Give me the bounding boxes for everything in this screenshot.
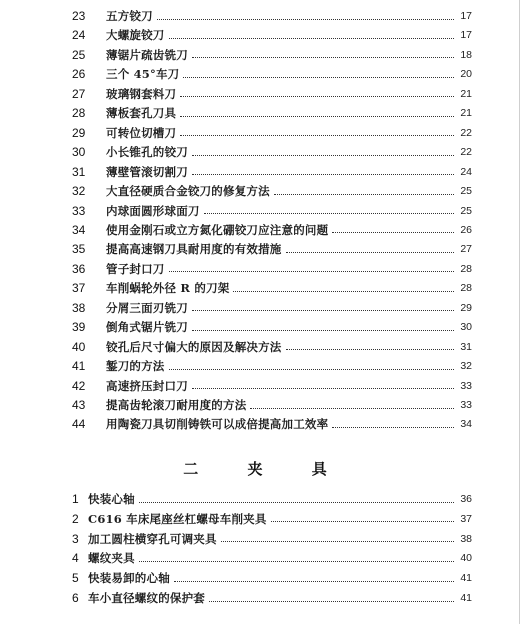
toc-entry [72, 143, 472, 161]
entry-page-number: 27 [460, 243, 472, 256]
entry-number: 42 [72, 378, 86, 393]
dot-leader [180, 96, 454, 97]
entry-number: 30 [72, 145, 86, 160]
entry-title: 使用金刚石或立方氮化硼铰刀应注意的问题 [106, 222, 329, 237]
entry-page-number: 40 [460, 552, 472, 565]
dot-leader [180, 116, 454, 117]
entry-number: 41 [72, 359, 86, 374]
entry-page-number: 21 [460, 87, 472, 100]
dot-leader [271, 521, 454, 522]
toc-entry [72, 85, 472, 103]
entry-title: 车小直径螺纹的保护套 [88, 591, 205, 605]
toc-entry [72, 530, 472, 548]
entry-number: 26 [72, 67, 86, 82]
entry-number: 25 [72, 47, 86, 62]
entry-title: 快装心轴 [88, 492, 135, 506]
entry-title: 五方铰刀 [106, 9, 153, 23]
entry-page-number: 32 [460, 360, 472, 373]
toc-entry [72, 490, 472, 508]
entry-number: 29 [72, 125, 86, 140]
dot-leader [192, 310, 454, 311]
entry-number: 44 [72, 417, 86, 432]
entry-title: 三个 45°车刀 [106, 67, 180, 82]
toc-entry [72, 65, 472, 83]
entry-title: 提高高速钢刀具耐用度的有效措施 [106, 242, 282, 257]
entry-page-number: 17 [460, 29, 472, 42]
dot-leader [139, 561, 454, 562]
toc-entry [72, 510, 472, 528]
entry-title: 可转位切槽刀 [106, 125, 177, 140]
dot-leader [221, 541, 454, 542]
entry-number: 37 [72, 281, 86, 296]
dot-leader [174, 581, 454, 582]
entry-page-number: 30 [460, 321, 472, 334]
entry-page-number: 36 [460, 493, 472, 505]
toc-entry [72, 260, 472, 278]
toc-entry [72, 221, 472, 239]
entry-title: 用陶瓷刀具切削铸铁可以成倍提高加工效率 [106, 417, 329, 432]
entry-title: 车削蜗轮外径 R 的刀架 [106, 281, 230, 296]
toc-entry [72, 318, 472, 336]
entry-number: 35 [72, 242, 86, 257]
entry-page-number: 26 [460, 223, 472, 236]
entry-page-number: 28 [460, 262, 472, 275]
dot-leader [332, 232, 454, 233]
entry-page-number: 22 [460, 126, 472, 139]
dot-leader [233, 291, 454, 292]
entry-number: 31 [72, 164, 86, 179]
entry-title: C616 车床尾座丝杠螺母车削夹具 [88, 511, 267, 526]
toc-entry [72, 240, 472, 258]
entry-number: 36 [72, 261, 86, 276]
dot-leader [192, 174, 454, 175]
entry-title: 提高齿轮滚刀耐用度的方法 [106, 398, 247, 412]
toc-entry [72, 104, 472, 122]
entry-page-number: 28 [460, 282, 472, 295]
entry-page-number: 41 [460, 572, 472, 585]
toc-entry [72, 182, 472, 200]
entry-title: 大螺旋铰刀 [106, 28, 165, 43]
entry-page-number: 18 [460, 48, 472, 61]
dot-leader [192, 330, 454, 331]
toc-entry [72, 124, 472, 142]
toc-entry [72, 589, 472, 607]
entry-page-number: 22 [460, 146, 472, 159]
entry-number: 23 [72, 9, 86, 23]
dot-leader [169, 369, 455, 370]
entry-number: 40 [72, 339, 86, 354]
entry-title: 大直径硬质合金铰刀的修复方法 [106, 184, 270, 199]
entry-title: 分屑三面刃铣刀 [106, 300, 188, 315]
dot-leader [250, 408, 454, 409]
entry-title: 内球面圆形球面刀 [106, 203, 200, 218]
dot-leader [192, 155, 454, 156]
dot-leader [192, 57, 454, 58]
entry-title: 管子封口刀 [106, 261, 165, 276]
toc-entry [72, 549, 472, 567]
entry-title: 薄锯片疏齿铣刀 [106, 47, 188, 62]
toc-entry [72, 299, 472, 317]
toc-entry [72, 415, 472, 433]
entry-page-number: 21 [460, 107, 472, 120]
entry-number: 2 [72, 511, 79, 526]
entry-page-number: 34 [460, 418, 472, 431]
dot-leader [183, 77, 454, 78]
entry-number: 3 [72, 531, 79, 546]
entry-number: 4 [72, 551, 79, 566]
toc-entry [72, 163, 472, 181]
entry-page-number: 25 [460, 185, 472, 198]
toc-entry [72, 377, 472, 395]
dot-leader [286, 349, 455, 350]
dot-leader [157, 19, 454, 20]
toc-entry [72, 279, 472, 297]
entry-number: 32 [72, 184, 86, 199]
entry-number: 5 [72, 571, 79, 586]
dot-leader [192, 388, 454, 389]
section-heading: 二 夹 具 [183, 460, 349, 478]
entry-page-number: 31 [460, 340, 472, 353]
entry-title: 加工圆柱横穿孔可调夹具 [88, 531, 217, 546]
entry-title: 玻璃钢套料刀 [106, 86, 177, 101]
entry-number: 33 [72, 203, 86, 218]
entry-number: 1 [72, 492, 79, 506]
dot-leader [209, 601, 454, 602]
entry-title: 螺纹夹具 [88, 551, 135, 566]
entry-title: 錾刀的方法 [106, 359, 165, 374]
entry-number: 28 [72, 106, 86, 121]
entry-title: 铰孔后尺寸偏大的原因及解决方法 [106, 339, 282, 354]
toc-entry [72, 7, 472, 25]
toc-entry [72, 46, 472, 64]
dot-leader [204, 213, 454, 214]
entry-title: 倒角式锯片铣刀 [106, 320, 188, 335]
toc-entry [72, 202, 472, 220]
entry-page-number: 29 [460, 301, 472, 314]
entry-number: 6 [72, 591, 79, 605]
entry-page-number: 17 [460, 10, 472, 22]
toc-entry [72, 569, 472, 587]
entry-number: 39 [72, 320, 86, 335]
dot-leader [180, 135, 454, 136]
toc-entry [72, 338, 472, 356]
dot-leader [274, 194, 454, 195]
entry-page-number: 38 [460, 532, 472, 545]
entry-title: 快装易卸的心轴 [88, 571, 170, 586]
entry-page-number: 33 [460, 379, 472, 392]
entry-number: 34 [72, 222, 86, 237]
entry-page-number: 37 [460, 512, 472, 525]
entry-page-number: 33 [460, 399, 472, 411]
entry-title: 薄板套孔刀具 [106, 106, 177, 121]
entry-page-number: 41 [460, 592, 472, 604]
toc-entry [72, 357, 472, 375]
dot-leader [139, 502, 454, 503]
entry-page-number: 20 [460, 68, 472, 81]
dot-leader [286, 252, 455, 253]
entry-page-number: 24 [460, 165, 472, 178]
entry-title: 高速挤压封口刀 [106, 378, 188, 393]
toc-entry [72, 26, 472, 44]
page-edge-rule [519, 0, 520, 624]
toc-entry [72, 396, 472, 414]
entry-number: 43 [72, 398, 86, 412]
dot-leader [332, 427, 454, 428]
dot-leader [169, 271, 455, 272]
entry-number: 27 [72, 86, 86, 101]
entry-title: 薄壁管滚切割刀 [106, 164, 188, 179]
dot-leader [169, 38, 455, 39]
entry-number: 38 [72, 300, 86, 315]
entry-number: 24 [72, 28, 86, 43]
entry-page-number: 25 [460, 204, 472, 217]
entry-title: 小长锥孔的铰刀 [106, 145, 188, 160]
